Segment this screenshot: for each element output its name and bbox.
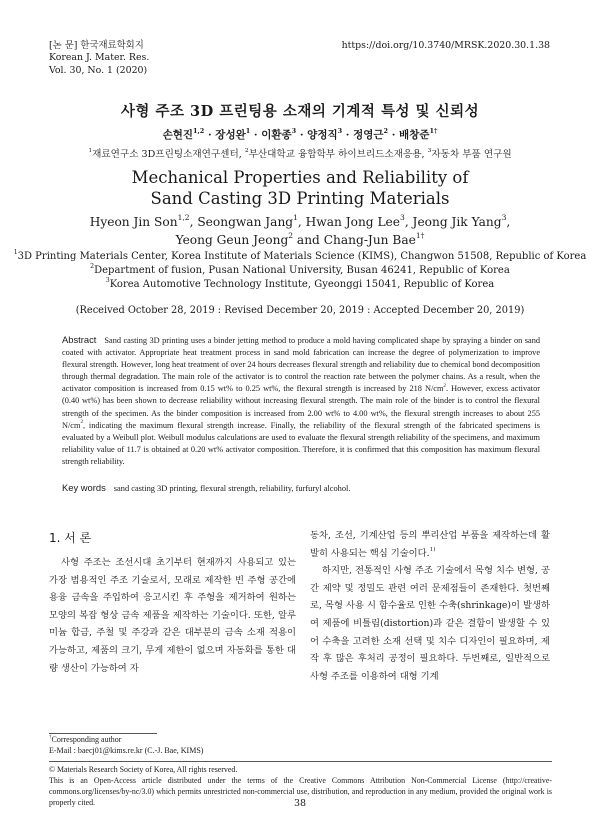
affiliation-3: $^3$Korea Automotive Technology Institute, Gyeonggi 15041, Republic of Korea	[105, 276, 495, 290]
title-english-line1: Mechanical Properties and Reliability of	[131, 168, 469, 187]
keywords-label: Key words	[62, 482, 106, 493]
abstract-label: Abstract	[62, 334, 97, 345]
doi-link[interactable]: https://doi.org/10.3740/MRSK.2020.30.1.38	[341, 40, 550, 51]
copyright-divider	[49, 761, 552, 762]
affiliation-2: $^2$Department of fusion, Pusan National University, Busan 46241, Republic of Korea	[90, 262, 510, 276]
journal-name-kr: [논 문] 한국재료학회지	[49, 40, 144, 51]
footnote-corresponding: †Corresponding author	[49, 734, 122, 744]
keywords-text: sand casting 3D printing, flexural strength, reliability, furfuryl alcohol.	[113, 484, 351, 493]
authors-english-line1: Hyeon Jin Son$^{1,2}$, Seongwan Jang$^1$, Hwan Jong Lee$^3$, Jeong Jik Yang$^3$,	[89, 213, 511, 229]
page-number: 38	[293, 798, 307, 809]
abstract-text: Sand casting 3D printing uses a binder jetting method to produce a mold having complicated shape by spraying a binder on sand coated with activator. Appropriate heat treatment process in sand mold fabrication can increase the degree of polymerization to improve flexural strength. However, long heat treatment of over 24 hours decreases flexural strength and reliability due to chemical bond decomposition through thermal degradation. The main role of the activator is to control the reaction rate between the polymer chains. As a result, when the activator composition is increased from 0.15 wt% to 0.25 wt%, the flexural strength is increased by 218 $N/cm^2$. However, excess activator (0.40 wt%) has been shown to decrease reliability without increasing flexural strength. The main role of the binder is to control the flexural strength of the specimen. As the binder composition is increased from 2.00 wt% to 4.00 wt%, the flexural strength increases to about 255 $N/cm^2$, indicating the maximum flexural strength increase. Finally, the reliability of the flexural strength of the fabricated specimens is evaluated by a Weibull plot. Weibull modulus calculations are used to evaluate the flexural strength reliability of the specimens, and maximum reliability value of 11.7 is obtained at 0.20 wt% activator composition. Therefore, it is confirmed that this composition has maximum flexural strength reliability.	[62, 336, 540, 466]
journal-volume: Vol. 30, No. 1 (2020)	[49, 64, 148, 76]
corresponding-author-footnote	[49, 735, 203, 756]
paragraph: 하지만, 전통적인 사형 주조 기술에서 목형 치수 변형, 공간 제약 및 정밀도 관련 여러 문제점들이 존재한다. 첫번째로, 목형 사용 시 함수율로 인한 수축(shrinkage)이 발생하여 제품에 비틀림(distortion)과 같은 결함이 발생할 수 있어 수축을 고려한 소재 선택 및 치수 디자인이 필요하며, 제작 후 많은 후처리 공정이 필요하다. 두번째로, 일반적으로 사형 주조를 이용하여 대형 기계	[310, 565, 550, 682]
paragraph: 사형 주조는 조선시대 초기부터 현재까지 사용되고 있는 가장 범용적인 주조 기술로서, 모래로 제작한 빈 주형 공간에 용융 금속을 주입하여 응고시킨 후 주형을 제거하여 원하는 모양의 복잡 형상 금속 제품을 제작하는 기술이다. 또한, 알루미늄 합금, 주철 및 주강과 같은 대부분의 금속 소재 적용이 가능하고, 제품의 크기, 무게 제한이 없으며 자동화를 통한 대량 생산이 가능하여 자	[49, 557, 296, 674]
affiliation-1: $^1$3D Printing Materials Center, Korea Institute of Materials Science (KIMS), Changwon 51508, Republic of Korea	[13, 249, 587, 262]
keywords	[62, 482, 540, 493]
body-column-right	[310, 527, 550, 685]
section-title-introduction: 1. 서 론	[49, 531, 92, 545]
title-english	[0, 168, 600, 209]
authors-english-line2: Yeong Geun Jeong$^2$ and Chang-Jun Bae$^{1\dagger}$	[175, 230, 425, 247]
authors-korean: 손현진$^{1,2}$ · 장성완$^1$ · 이환종$^3$ · 양정직$^3$ · 정영근$^2$ · 배창준$^{1\dagger}$	[162, 126, 438, 141]
copyright-line: © Materials Research Society of Korea, All rights reserved.	[49, 765, 238, 774]
paragraph: 동차, 조선, 기계산업 등의 뿌리산업 부품을 제작하는데 활발히 사용되는 핵심 기술이다.$^{1)}$	[310, 530, 550, 559]
authors-english	[0, 214, 600, 249]
journal-header	[49, 40, 149, 77]
received-dates: (Received October 28, 2019 : Revised December 20, 2019 : Accepted December 20, 2019)	[75, 305, 525, 316]
footnote-email: E-Mail : baecj01@kims.re.kr (C.-J. Bae, KIMS)	[49, 745, 204, 755]
affiliations-english	[0, 250, 600, 291]
title-english-line2: Sand Casting 3D Printing Materials	[150, 188, 450, 208]
title-korean: 사형 주조 3D 프린팅용 소재의 기계적 특성 및 신뢰성	[120, 103, 480, 120]
license-text: This is an Open-Access article distributed under the terms of the Creative Commons Attribution Non-Commercial License (http://creative-commons.org/licenses/by-nc/3.0) which permits unrestricted non-commercial use, distribution, and reproduction in any medium, provided the original work is properly cited.	[49, 776, 552, 807]
footnote-divider	[49, 733, 157, 734]
affiliations-korean: $^1$재료연구소 3D프린팅소재연구센터, $^2$부산대학교 융합학부 하이브리드소재응용, $^3$자동차 부품 연구원	[88, 147, 512, 160]
body-column-left	[49, 554, 296, 677]
abstract	[62, 334, 540, 468]
journal-name-en: Korean J. Mater. Res.	[49, 52, 150, 64]
